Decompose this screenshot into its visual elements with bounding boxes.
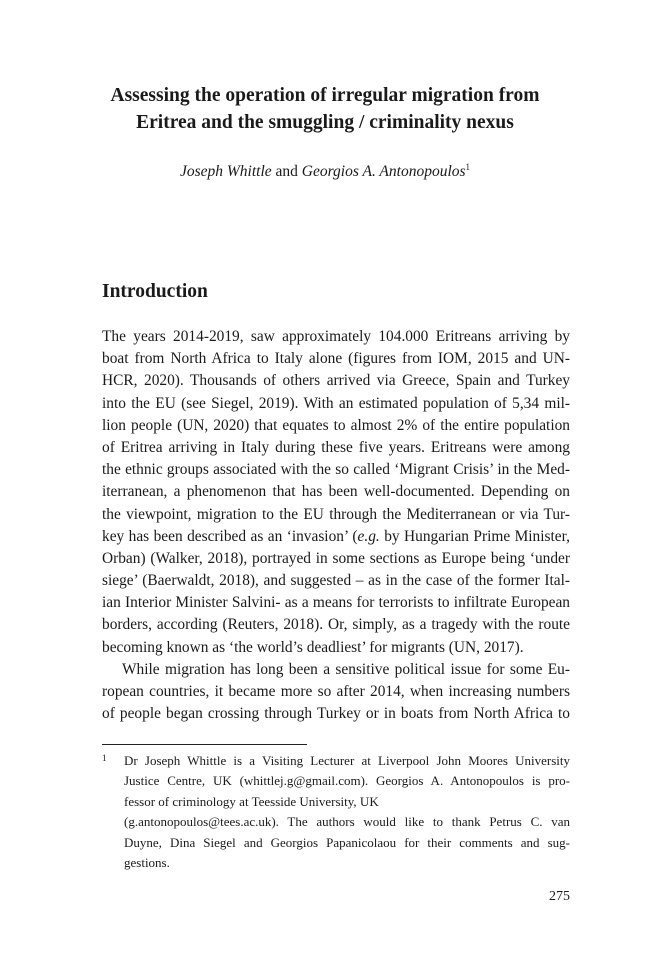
footnote-line: (g.antonopoulos@tees.ac.uk). The authors would like to thank Petrus C. van	[124, 814, 570, 830]
footnote-reference: 1	[465, 161, 471, 172]
author-1: Joseph Whittle	[179, 163, 272, 180]
body-line: iterranean, a phenomenon that has been well-documented. Depending on	[102, 483, 570, 501]
body-line: ian Interior Minister Salvini- as a means for terrorists to infiltrate European	[102, 594, 570, 612]
footnote-body	[124, 751, 570, 873]
body-line-with-emphasis	[102, 526, 570, 548]
body-line: borders, according (Reuters, 2018). Or, simply, as a tragedy with the route	[102, 616, 570, 634]
body-fragment: by Hungarian Prime Minister,	[384, 527, 570, 545]
body-line: of people began crossing through Turkey or in boats from North Africa to	[102, 705, 570, 723]
body-line: of Eritrea arriving in Italy during these five years. Eritreans were among	[102, 438, 570, 456]
body-line: into the EU (see Siegel, 2019). With an estimated population of 5,34 mil-	[102, 394, 570, 412]
footnote-line: gestions.	[124, 854, 170, 870]
chapter-title-line-2: Eritrea and the smuggling / criminality nexus	[136, 112, 514, 133]
footnote-line: Duyne, Dina Siegel and Georgios Papanicolaou for their comments and sug-	[124, 834, 570, 850]
body-line: becoming known as ‘the world’s deadliest’ for migrants (UN, 2017).	[102, 638, 524, 656]
author-connector: and	[275, 163, 298, 180]
body-line: While migration has long been a sensitive political issue for some Eu-	[122, 660, 570, 678]
author-2: Georgios A. Antonopoulos	[301, 163, 466, 180]
body-line: the ethnic groups associated with the so called ‘Migrant Crisis’ in the Med-	[102, 461, 570, 479]
body-fragment: key has been described as an ‘invasion’ (	[102, 527, 358, 545]
footnote-line: Dr Joseph Whittle is a Visiting Lecturer at Liverpool John Moores University	[124, 753, 570, 768]
chapter-title	[60, 82, 590, 136]
footnote	[102, 751, 570, 873]
body-line: siege’ (Baerwaldt, 2018), and suggested – as in the case of the former Ital-	[102, 572, 570, 590]
body-text	[102, 326, 570, 725]
body-line: the viewpoint, migration to the EU through the Mediterranean or via Tur-	[102, 505, 570, 523]
footnote-line: Justice Centre, UK (whittlej.g@gmail.com). Georgios A. Antonopoulos is pro-	[124, 773, 570, 789]
page-number: 275	[549, 889, 570, 904]
footnote-mark: 1	[102, 753, 107, 763]
body-line: ropean countries, it became more so after 2014, when increasing numbers	[102, 683, 570, 700]
chapter-title-line-1: Assessing the operation of irregular migration from	[110, 85, 540, 106]
body-line: The years 2014-2019, saw approximately 104.000 Eritreans arriving by	[102, 328, 570, 345]
section-heading: Introduction	[102, 281, 208, 302]
body-line: lion people (UN, 2020) that equates to almost 2% of the entire population	[102, 416, 570, 434]
footnote-line: fessor of criminology at Teesside University, UK	[124, 793, 379, 809]
author-byline	[60, 162, 590, 182]
body-line: boat from North Africa to Italy alone (figures from IOM, 2015 and UN-	[102, 350, 570, 368]
footnote-divider	[102, 744, 307, 745]
body-line: Orban) (Walker, 2018), portrayed in some sections as Europe being ‘under	[102, 549, 570, 567]
emphasis-eg: e.g.	[357, 527, 380, 545]
body-line: HCR, 2020). Thousands of others arrived via Greece, Spain and Turkey	[102, 372, 570, 390]
